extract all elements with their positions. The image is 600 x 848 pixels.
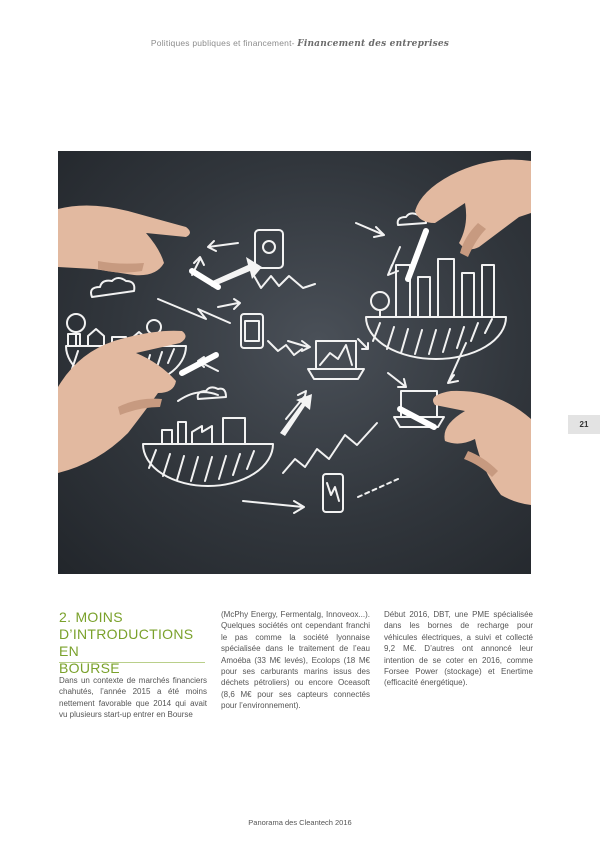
header-prefix: Politiques publiques et financement- <box>150 38 298 48</box>
text-column-1: Dans un contexte de marchés financiers chahutés, l’année 2015 a été moins nettement favorable que 2014 qui avait vu plusieurs start-up entrer en Bourse <box>59 676 207 720</box>
page-footer: Panorama des Cleantech 2016 <box>248 818 352 827</box>
page-number-tab: 21 <box>568 415 600 434</box>
title-divider <box>59 662 205 663</box>
section-title-line: 2. MOINS <box>59 609 123 625</box>
chalk-drawing-illustration <box>58 151 531 574</box>
chalkboard-photo <box>58 151 531 574</box>
running-header <box>0 38 600 49</box>
text-column-2: (McPhy Energy, Fermentalg, Innoveox...). Quelques sociétés ont cependant franchi le pas comme la société lyonnaise spécialisée dans le traitement de l’eau Amoéba (33 M€ levés), Ecolops (18 M€ pour ses carburants marins issus des déchets pétroliers) ou encore Oceasoft (8,6 M€ pour ses capteurs connectés pour l’environnement). <box>221 610 370 711</box>
section-title-line: D’INTRODUCTIONS EN <box>59 626 194 659</box>
header-emphasis: Financement des entreprises <box>297 39 450 49</box>
section-title <box>59 609 209 677</box>
section-title-line: BOURSE <box>59 660 120 676</box>
text-column-3: Début 2016, DBT, une PME spécialisée dans les bornes de recharge pour véhicules électriques, a suivi et collecté 9,2 M€. D’autres ont annoncé leur intention de se coter en 2016, comme Forsee Power (stockage) et Enertime (efficacité énergétique). <box>384 610 533 688</box>
